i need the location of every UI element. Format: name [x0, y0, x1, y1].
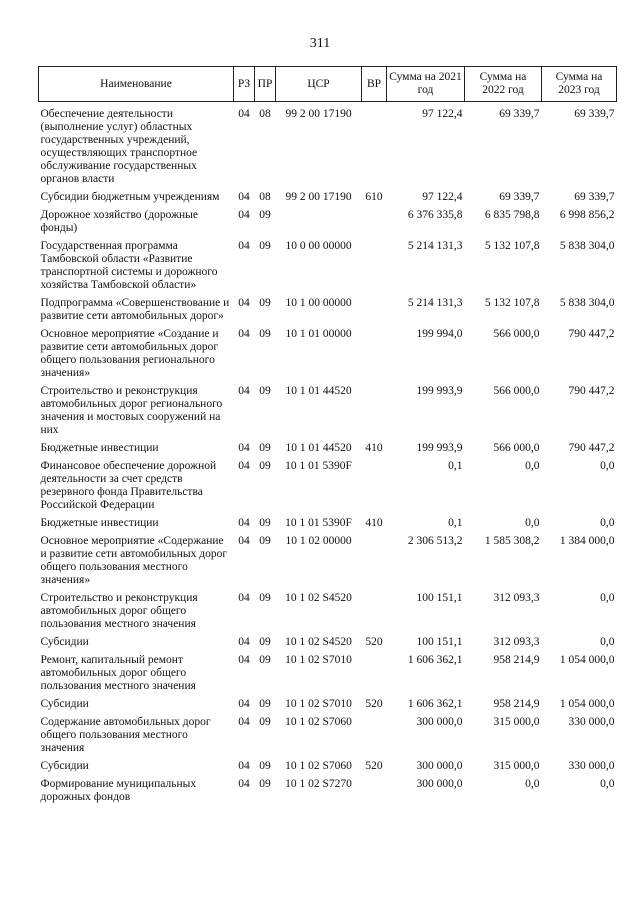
table-row: [39, 592, 617, 636]
row-rz: 04: [238, 108, 250, 120]
row-sum-2022: 0,0: [525, 460, 540, 472]
row-csr: 10 1 02 S7010: [285, 654, 352, 666]
row-sum-2021: 2 306 513,2: [407, 535, 463, 547]
table-row: [39, 654, 617, 698]
row-rz: 04: [238, 760, 250, 772]
row-rz: 04: [238, 328, 250, 340]
table-row: [39, 102, 617, 192]
table-row: [39, 716, 617, 760]
row-csr: 10 1 01 44520: [285, 385, 352, 397]
table-row: [39, 328, 617, 385]
row-rz: 04: [238, 209, 250, 221]
row-pr: 08: [259, 108, 271, 120]
row-pr: 08: [259, 191, 271, 203]
row-rz: 04: [238, 460, 250, 472]
row-sum-2021: 100 151,1: [416, 592, 463, 604]
row-sum-2022: 69 339,7: [499, 108, 540, 120]
row-csr: 10 1 01 5390F: [285, 517, 352, 529]
row-sum-2022: 5 132 107,8: [484, 240, 540, 252]
table-row: [39, 636, 617, 654]
row-sum-2021: 6 376 335,8: [407, 209, 463, 221]
row-csr: 10 1 01 5390F: [285, 460, 352, 472]
row-sum-2021: 97 122,4: [422, 191, 463, 203]
row-pr: 09: [259, 592, 271, 604]
header-name: Наименование: [39, 67, 234, 102]
table-row: [39, 209, 617, 240]
row-pr: 09: [259, 698, 271, 710]
row-name: Основное мероприятие «Содержание и развитие сети автомобильных дорог общего пользования местного значения»: [40, 535, 228, 586]
row-rz: 04: [238, 698, 250, 710]
row-sum-2023: 0,0: [600, 517, 615, 529]
table-row: [39, 191, 617, 209]
row-rz: 04: [238, 716, 250, 728]
row-pr: 09: [259, 442, 271, 454]
row-sum-2021: 0,1: [448, 460, 463, 472]
row-csr: 10 0 00 00000: [285, 240, 352, 252]
row-sum-2022: 566 000,0: [493, 328, 540, 340]
row-name: Государственная программа Тамбовской области «Развитие транспортной системы и дорожного хозяйства Тамбовской области»: [40, 240, 218, 291]
row-rz: 04: [238, 636, 250, 648]
row-sum-2023: 330 000,0: [568, 760, 615, 772]
row-name: Субсидии бюджетным учреждениям: [40, 191, 220, 203]
row-sum-2021: 199 994,0: [416, 328, 463, 340]
row-sum-2023: 5 838 304,0: [559, 240, 615, 252]
row-vr: [362, 778, 387, 809]
row-rz: 04: [238, 442, 250, 454]
row-vr: 410: [365, 442, 383, 454]
row-csr: [276, 209, 362, 240]
row-csr: 10 1 02 S4520: [285, 592, 352, 604]
row-sum-2021: 199 993,9: [416, 385, 463, 397]
row-pr: 09: [259, 297, 271, 309]
budget-table: [38, 66, 617, 809]
row-sum-2021: 100 151,1: [416, 636, 463, 648]
row-name: Содержание автомобильных дорог общего пользования местного значения: [40, 716, 211, 754]
row-vr: [362, 654, 387, 698]
row-name: Субсидии: [40, 698, 89, 710]
row-sum-2023: 1 384 000,0: [559, 535, 615, 547]
row-sum-2023: 790 447,2: [568, 385, 615, 397]
row-sum-2021: 97 122,4: [422, 108, 463, 120]
row-vr: [362, 240, 387, 297]
row-sum-2023: 69 339,7: [574, 191, 615, 203]
header-vr: ВР: [362, 67, 387, 102]
row-csr: 10 1 02 S7010: [285, 698, 352, 710]
row-name: Бюджетные инвестиции: [40, 442, 159, 454]
row-vr: [362, 209, 387, 240]
row-sum-2023: 69 339,7: [574, 108, 615, 120]
row-sum-2023: 1 054 000,0: [559, 654, 615, 666]
row-name: Формирование муниципальных дорожных фондов: [40, 778, 197, 803]
row-sum-2023: 0,0: [600, 592, 615, 604]
row-name: Основное мероприятие «Создание и развитие сети автомобильных дорог общего пользования регионального значения»: [40, 328, 219, 379]
row-pr: 09: [259, 460, 271, 472]
row-vr: [362, 592, 387, 636]
page-number: 311: [309, 36, 331, 51]
row-vr: 410: [365, 517, 383, 529]
row-sum-2023: 0,0: [600, 778, 615, 790]
table-row: [39, 460, 617, 517]
row-sum-2023: 1 054 000,0: [559, 698, 615, 710]
row-sum-2021: 300 000,0: [416, 778, 463, 790]
row-sum-2023: 0,0: [600, 460, 615, 472]
row-pr: 09: [259, 517, 271, 529]
table-row: [39, 698, 617, 716]
row-rz: 04: [238, 191, 250, 203]
row-csr: 10 1 02 S7060: [285, 716, 352, 728]
row-vr: [362, 716, 387, 760]
row-vr: [362, 297, 387, 328]
row-rz: 04: [238, 592, 250, 604]
row-sum-2021: 5 214 131,3: [407, 240, 463, 252]
row-vr: [362, 385, 387, 442]
row-pr: 09: [259, 209, 271, 221]
table-row: [39, 778, 617, 809]
row-name: Ремонт, капитальный ремонт автомобильных дорог общего пользования местного значения: [40, 654, 196, 692]
row-csr: 10 1 02 S4520: [285, 636, 352, 648]
row-csr: 10 1 01 00000: [285, 328, 352, 340]
row-rz: 04: [238, 385, 250, 397]
row-sum-2022: 0,0: [525, 778, 540, 790]
row-rz: 04: [238, 654, 250, 666]
row-rz: 04: [238, 240, 250, 252]
table-row: [39, 385, 617, 442]
row-sum-2023: 5 838 304,0: [559, 297, 615, 309]
row-sum-2022: 315 000,0: [493, 760, 540, 772]
row-csr: 10 1 02 S7270: [285, 778, 352, 790]
row-name: Дорожное хозяйство (дорожные фонды): [40, 209, 199, 234]
row-csr: 10 1 01 44520: [285, 442, 352, 454]
row-rz: 04: [238, 535, 250, 547]
row-sum-2022: 312 093,3: [493, 592, 540, 604]
row-name: Подпрограмма «Совершенствование и развитие сети автомобильных дорог»: [40, 297, 230, 322]
row-sum-2022: 6 835 798,8: [484, 209, 540, 221]
row-csr: 10 1 02 00000: [285, 535, 352, 547]
row-vr: [362, 328, 387, 385]
row-sum-2023: 790 447,2: [568, 442, 615, 454]
header-sum-2023: Сумма на 2023 год: [542, 67, 617, 102]
row-sum-2021: 1 606 362,1: [407, 654, 463, 666]
table-header-row: [39, 67, 617, 102]
row-name: Субсидии: [40, 760, 89, 772]
row-sum-2022: 0,0: [525, 517, 540, 529]
table-row: [39, 297, 617, 328]
table-row: [39, 442, 617, 460]
row-sum-2021: 0,1: [448, 517, 463, 529]
header-sum-2022: Сумма на 2022 год: [465, 67, 542, 102]
row-sum-2022: 312 093,3: [493, 636, 540, 648]
row-sum-2023: 330 000,0: [568, 716, 615, 728]
row-sum-2022: 566 000,0: [493, 442, 540, 454]
row-sum-2022: 958 214,9: [493, 654, 540, 666]
row-sum-2022: 1 585 308,2: [484, 535, 540, 547]
header-rz: РЗ: [234, 67, 255, 102]
row-sum-2021: 5 214 131,3: [407, 297, 463, 309]
row-sum-2022: 958 214,9: [493, 698, 540, 710]
row-vr: [362, 535, 387, 592]
row-name: Обеспечение деятельности (выполнение услуг) областных государственных учреждений, осуществляющих транспортное обслуживание государственных органов власти: [40, 108, 198, 185]
row-sum-2022: 315 000,0: [493, 716, 540, 728]
row-rz: 04: [238, 297, 250, 309]
row-vr: 520: [365, 636, 383, 648]
row-name: Финансовое обеспечение дорожной деятельности за счет средств резервного фонда Правительства Российской Федерации: [40, 460, 217, 511]
table-row: [39, 517, 617, 535]
row-vr: [362, 460, 387, 517]
row-vr: 610: [365, 191, 383, 203]
table-row: [39, 535, 617, 592]
row-sum-2023: 790 447,2: [568, 328, 615, 340]
row-csr: 99 2 00 17190: [285, 191, 352, 203]
row-rz: 04: [238, 778, 250, 790]
table-row: [39, 240, 617, 297]
row-sum-2021: 300 000,0: [416, 760, 463, 772]
row-csr: 10 1 02 S7060: [285, 760, 352, 772]
row-vr: [362, 102, 387, 192]
row-csr: 99 2 00 17190: [285, 108, 352, 120]
row-pr: 09: [259, 636, 271, 648]
row-pr: 09: [259, 778, 271, 790]
header-csr: ЦСР: [276, 67, 362, 102]
header-sum-2021: Сумма на 2021 год: [387, 67, 465, 102]
row-pr: 09: [259, 654, 271, 666]
row-sum-2021: 1 606 362,1: [407, 698, 463, 710]
row-name: Строительство и реконструкция автомобильных дорог общего пользования местного значения: [40, 592, 198, 630]
row-pr: 09: [259, 760, 271, 772]
row-pr: 09: [259, 535, 271, 547]
row-pr: 09: [259, 328, 271, 340]
row-csr: 10 1 00 00000: [285, 297, 352, 309]
row-sum-2021: 199 993,9: [416, 442, 463, 454]
row-vr: 520: [365, 698, 383, 710]
row-pr: 09: [259, 716, 271, 728]
row-name: Бюджетные инвестиции: [40, 517, 159, 529]
row-pr: 09: [259, 240, 271, 252]
row-name: Субсидии: [40, 636, 89, 648]
row-rz: 04: [238, 517, 250, 529]
row-vr: 520: [365, 760, 383, 772]
row-sum-2022: 5 132 107,8: [484, 297, 540, 309]
row-pr: 09: [259, 385, 271, 397]
row-sum-2022: 69 339,7: [499, 191, 540, 203]
table-row: [39, 760, 617, 778]
row-sum-2022: 566 000,0: [493, 385, 540, 397]
row-sum-2021: 300 000,0: [416, 716, 463, 728]
row-name: Строительство и реконструкция автомобильных дорог регионального значения и мостовых сооружений на них: [40, 385, 223, 436]
row-sum-2023: 0,0: [600, 636, 615, 648]
row-sum-2023: 6 998 856,2: [559, 209, 615, 221]
header-pr: ПР: [255, 67, 276, 102]
